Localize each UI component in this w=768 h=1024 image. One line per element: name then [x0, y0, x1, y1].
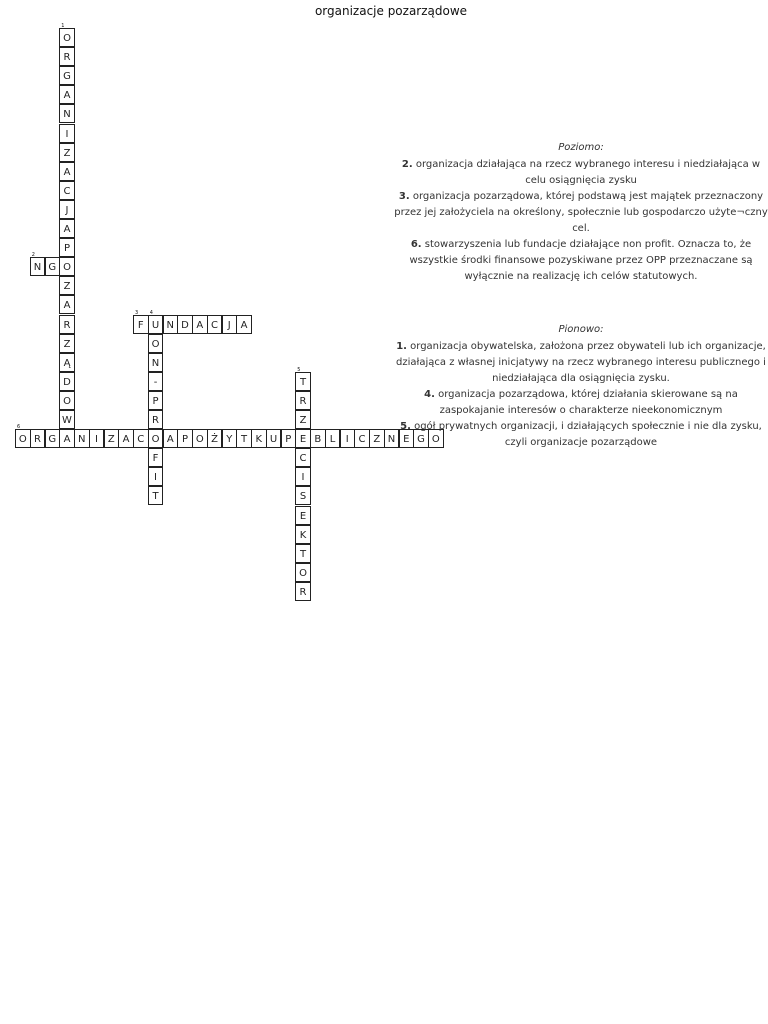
across-clues	[394, 140, 768, 285]
grid-cell	[295, 486, 311, 505]
grid-cell	[59, 315, 75, 334]
cell-letter: T	[299, 548, 307, 560]
cell-letter: R	[299, 395, 307, 407]
clue-number: 2.	[401, 159, 413, 170]
grid-cell	[133, 429, 149, 448]
grid-cell	[59, 47, 75, 66]
grid-cell	[89, 429, 105, 448]
cell-letter: R	[34, 434, 41, 446]
grid-cell	[369, 429, 385, 448]
crossword-grid	[0, 0, 440, 600]
cell-letter: O	[151, 434, 160, 446]
grid-cell	[295, 525, 311, 544]
grid-cell	[59, 257, 75, 276]
cell-letter: D	[63, 376, 71, 388]
cell-letter: T	[299, 376, 307, 388]
cell-letter: K	[299, 529, 307, 541]
grid-cell	[59, 219, 75, 238]
cell-letter: Ż	[211, 434, 218, 446]
grid-cell	[104, 429, 120, 448]
cell-number: 2	[31, 252, 35, 259]
grid-cell	[148, 429, 164, 448]
clue-item	[394, 387, 768, 419]
cell-letter: R	[152, 415, 159, 426]
cell-letter: R	[63, 52, 71, 64]
clue-text: stowarzyszenia lub fundacje działające non profit. Oznacza to, że wszystkie środki finansowe pozyskiwane przez OPP przeznaczane są wyłącznie na realizację ich celów statutowych.	[409, 239, 753, 282]
cell-letter: Z	[63, 338, 71, 350]
cell-letter: B	[314, 434, 322, 446]
clue-item	[394, 339, 768, 387]
cell-letter: U	[151, 319, 160, 331]
cell-letter: Z	[63, 147, 71, 159]
cell-letter: T	[240, 434, 248, 446]
grid-cell	[148, 467, 164, 486]
cell-letter: K	[255, 434, 263, 446]
cell-letter: Z	[107, 434, 115, 446]
cell-letter: T	[152, 491, 159, 503]
grid-cell	[59, 295, 75, 314]
grid-cell	[45, 257, 61, 276]
grid-cell	[236, 315, 252, 334]
cell-letter: Z	[373, 434, 381, 446]
cell-letter: E	[403, 434, 410, 446]
cell-letter: F	[137, 319, 144, 331]
grid-cell	[59, 334, 75, 353]
cell-letter: -	[153, 376, 158, 388]
grid-cell	[59, 429, 75, 448]
cell-letter: P	[152, 395, 159, 407]
cell-letter: A	[63, 300, 71, 312]
cell-letter: G	[417, 434, 425, 446]
grid-cell	[325, 429, 341, 448]
grid-cell	[59, 66, 75, 85]
cell-letter: O	[63, 262, 71, 274]
grid-cell	[295, 429, 311, 448]
cell-letter: G	[48, 262, 57, 274]
grid-cell	[59, 276, 75, 295]
cell-letter: I	[345, 434, 349, 446]
grid-cell	[59, 200, 75, 219]
grid-cell	[133, 309, 149, 334]
cell-letter: A	[63, 90, 71, 102]
cell-letter: E	[299, 434, 307, 446]
grid-cell	[295, 391, 311, 410]
grid-cell	[148, 391, 164, 410]
grid-cell	[148, 448, 164, 467]
grid-cell	[207, 315, 223, 334]
clue-number: 6.	[410, 239, 422, 250]
grid-cell	[192, 315, 208, 334]
cell-letter: R	[299, 586, 307, 598]
grid-cell	[148, 334, 164, 353]
grid-cell	[30, 429, 46, 448]
cell-letter: O	[431, 434, 440, 446]
grid-cell	[74, 429, 90, 448]
clue-text: organizacja obywatelska, założona przez obywateli lub ich organizacje, działająca z własnej inicjatywy na rzecz wybranego interesu publicznego i niedziałająca dla osiągnięcia zysku.	[396, 341, 766, 384]
clue-item	[394, 419, 768, 451]
grid-cell	[59, 372, 75, 391]
grid-cell	[266, 429, 282, 448]
grid-cell	[354, 429, 370, 448]
grid-cell	[148, 372, 164, 391]
cell-letter: I	[95, 434, 98, 446]
down-header: Pionowo:	[558, 324, 604, 335]
cell-letter: P	[63, 243, 71, 255]
cell-letter: O	[195, 434, 204, 446]
cell-letter: I	[301, 472, 305, 484]
grid-cell	[340, 429, 356, 448]
grid-cell	[295, 544, 311, 563]
grid-cell	[59, 391, 75, 410]
cell-letter: N	[78, 434, 86, 446]
cell-number: 3	[135, 309, 139, 316]
cell-letter: A	[63, 224, 71, 235]
cell-letter: U	[269, 434, 278, 446]
cell-letter: N	[63, 109, 71, 121]
cell-number: 4	[149, 309, 153, 316]
clue-number: 1.	[396, 341, 407, 352]
cell-number: 6	[17, 424, 21, 431]
cell-letter: F	[152, 453, 159, 465]
cell-letter: N	[166, 319, 174, 331]
grid-cell	[177, 429, 193, 448]
grid-cell	[59, 124, 75, 143]
grid-cell	[163, 429, 179, 448]
cell-letter: N	[387, 434, 396, 446]
grid-cell	[59, 162, 75, 181]
grid-cell	[59, 23, 75, 47]
cell-letter: Y	[226, 434, 233, 446]
grid-cell	[295, 582, 311, 601]
grid-cell	[236, 429, 252, 448]
clue-text: organizacja pozarządowa, której podstawą jest majątek przeznaczony przez jej założyciela na określony, społecznie lub gospodarczo użyte¬czny cel.	[394, 191, 768, 234]
cell-letter: C	[211, 319, 218, 331]
grid-cell	[59, 104, 75, 123]
grid-cell	[222, 429, 238, 448]
grid-cell	[251, 429, 267, 448]
clue-text: organizacja pozarządowa, której działania skierowane są na zaspokajanie interesów o charakterze nieekonomicznym	[438, 389, 738, 416]
cell-number: 5	[297, 366, 301, 373]
clue-item	[394, 237, 768, 285]
grid-cell	[148, 353, 164, 372]
cell-letter: A	[122, 434, 130, 446]
page-title: organizacje pozarządowe	[314, 4, 468, 18]
cell-letter: S	[299, 491, 307, 503]
grid-cell	[222, 315, 238, 334]
cell-number: 1	[61, 23, 65, 29]
cell-letter: J	[65, 204, 69, 216]
cell-letter: O	[18, 434, 27, 446]
grid-cell	[207, 429, 223, 448]
cell-letter: G	[48, 434, 57, 446]
cell-letter: A	[63, 434, 71, 446]
cell-letter: O	[63, 33, 71, 44]
clue-number: 3.	[398, 191, 410, 202]
cell-letter: I	[154, 472, 157, 484]
grid-cell	[30, 252, 46, 276]
grid-cell	[59, 181, 75, 200]
cell-letter: D	[181, 319, 189, 331]
grid-cell	[148, 486, 164, 505]
grid-cell	[59, 143, 75, 162]
grid-cell	[295, 366, 311, 391]
clue-item	[394, 189, 768, 237]
grid-cell	[310, 429, 326, 448]
grid-cell	[163, 315, 179, 334]
grid-cell	[59, 353, 75, 372]
grid-cell	[118, 429, 134, 448]
cell-letter: E	[299, 510, 307, 522]
grid-cell	[295, 448, 311, 467]
cell-letter: A	[63, 166, 71, 178]
cell-letter: A	[166, 434, 174, 446]
grid-cell	[295, 410, 311, 429]
cell-letter: J	[227, 319, 231, 331]
cell-letter: O	[299, 567, 307, 579]
clue-number: 4.	[424, 389, 435, 400]
cell-letter: W	[62, 415, 72, 426]
cell-letter: N	[33, 262, 42, 274]
grid-cell	[59, 85, 75, 104]
clue-number: 5.	[400, 421, 411, 432]
cell-letter: C	[63, 185, 71, 197]
grid-cell	[295, 467, 311, 486]
cell-letter: C	[358, 434, 366, 446]
cell-letter: A	[240, 319, 248, 331]
down-clues	[394, 322, 768, 451]
grid-cell	[45, 429, 61, 448]
clue-text: ogół prywatnych organizacji, i działających społecznie i nie dla zysku, czyli organizacje pozarządowe	[414, 421, 762, 448]
grid-cell	[281, 429, 297, 448]
across-header: Poziomo:	[558, 142, 604, 153]
cell-letter: R	[63, 319, 71, 331]
grid-cell	[148, 309, 164, 334]
cell-letter: C	[299, 453, 307, 465]
grid-cell	[15, 424, 31, 448]
cell-letter: O	[151, 338, 160, 350]
cell-letter: L	[329, 434, 336, 446]
cell-letter: A	[196, 319, 204, 331]
cell-letter: Ą	[63, 357, 71, 369]
grid-cell	[148, 410, 164, 429]
grid-cell	[295, 506, 311, 525]
cell-letter: I	[65, 128, 69, 140]
cell-letter: G	[63, 71, 71, 83]
cell-letter: P	[181, 434, 189, 446]
cell-letter: O	[63, 395, 71, 407]
grid-cell	[192, 429, 208, 448]
grid-cell	[177, 315, 193, 334]
clue-text: organizacja działająca na rzecz wybranego interesu i niedziałająca w celu osiągnięcia zysku	[415, 159, 761, 186]
clue-item	[394, 157, 768, 189]
cell-letter: C	[137, 434, 145, 446]
cell-letter: Z	[63, 281, 71, 293]
grid-cell	[59, 238, 75, 257]
grid-cell	[295, 563, 311, 582]
grid-cell	[59, 410, 75, 429]
cell-letter: Z	[299, 415, 307, 426]
cell-letter: P	[285, 434, 292, 446]
cell-letter: N	[151, 357, 160, 369]
